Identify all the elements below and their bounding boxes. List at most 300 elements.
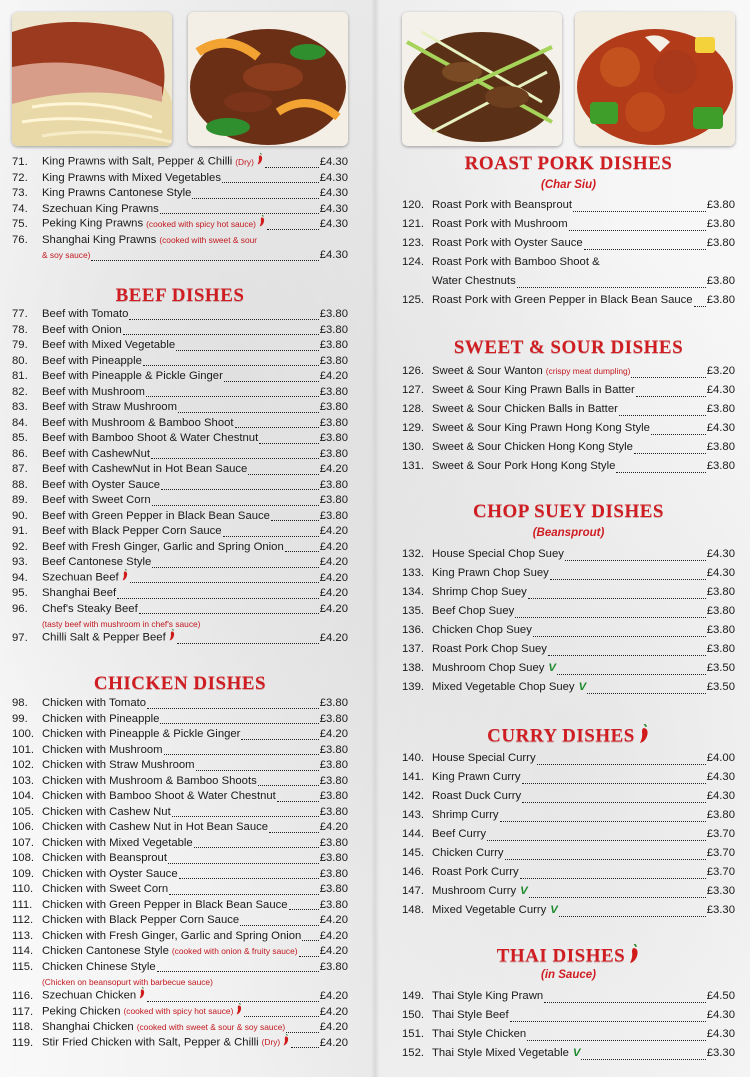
menu-item (12, 171, 348, 187)
leader-dots (565, 559, 706, 561)
item-number: 71. (12, 156, 28, 168)
item-price: £3.80 (706, 624, 735, 636)
leader-dots (694, 305, 706, 307)
item-note: (cooked with spicy hot sauce) (146, 218, 256, 229)
item-number: 125. (402, 294, 424, 306)
item-number: 81. (12, 370, 28, 382)
leader-dots (559, 915, 706, 917)
item-name: King Prawns Cantonese Style (42, 187, 192, 199)
item-price: £4.30 (319, 202, 348, 215)
item-description: (tasty beef with mushroom in chef's sauce) (42, 619, 201, 629)
item-price: £3.80 (706, 586, 735, 598)
item-name: Chicken with Beansprout (42, 852, 167, 864)
item-number: 80. (12, 354, 28, 367)
leader-dots (529, 896, 706, 898)
item-name: Chicken with Oyster Sauce (42, 867, 178, 880)
item-name: Beef with Bamboo Shoot & Water Chestnut (42, 432, 259, 444)
item-number: 84. (12, 416, 28, 429)
menu-item (12, 712, 348, 728)
menu-item (12, 789, 348, 805)
item-number: 100. (12, 728, 34, 740)
item-number: 110. (12, 883, 34, 895)
item-number: 138. (402, 662, 424, 674)
menu-item (12, 602, 348, 618)
item-name: Thai Style King Prawn (432, 990, 544, 1002)
item-price: £4.20 (319, 1021, 348, 1033)
leader-dots (299, 955, 319, 957)
menu-item (402, 564, 735, 583)
menu-item (402, 253, 735, 272)
item-name: Chicken with Tomato (42, 697, 147, 709)
leader-dots (258, 784, 319, 786)
leader-dots (587, 692, 706, 694)
item-price: £4.20 (319, 929, 348, 942)
item-continuation (12, 248, 90, 264)
leader-dots (527, 1039, 706, 1041)
menu-item (402, 882, 735, 901)
leader-dots (169, 893, 319, 895)
menu-item (12, 898, 348, 914)
menu-item (402, 602, 735, 621)
leader-dots (500, 820, 706, 822)
leader-dots (291, 1046, 319, 1048)
thai-list (402, 987, 735, 1063)
leader-dots (117, 597, 319, 599)
item-price: £3.80 (319, 898, 348, 911)
leader-dots (265, 166, 319, 168)
item-price: £4.30 (319, 156, 348, 168)
menu-item (12, 913, 348, 929)
item-name: Peking Chicken (cooked with spicy hot sauce) (42, 1003, 243, 1021)
item-number: 74. (12, 202, 28, 215)
menu-item (12, 571, 348, 587)
leader-dots (522, 801, 706, 803)
roast-duck-photo (12, 12, 172, 146)
item-price: £3.80 (319, 354, 348, 367)
menu-item (12, 743, 348, 759)
item-number: 148. (402, 904, 424, 916)
item-price: £3.80 (706, 403, 735, 415)
leader-dots (259, 442, 319, 444)
chili-icon (121, 569, 129, 587)
item-name: Chicken with Cashew Nut in Hot Bean Sauce (42, 821, 269, 833)
thai-heading (402, 944, 735, 970)
item-number: 117. (12, 1005, 34, 1018)
item-price: £4.20 (319, 990, 348, 1002)
item-number: 72. (12, 171, 28, 184)
item-description: (Chicken on beansopurt with barbecue sauce) (42, 977, 213, 987)
item-number: 107. (12, 836, 34, 849)
item-price: £3.80 (319, 494, 348, 506)
item-price: £4.30 (319, 249, 348, 261)
item-price: £3.80 (319, 759, 348, 771)
leader-dots (143, 364, 319, 366)
item-name: House Special Curry (432, 752, 536, 764)
sweet-sour-heading: SWEET & SOUR DISHES (453, 337, 684, 358)
leader-dots (533, 635, 706, 637)
item-price: £4.20 (319, 587, 348, 599)
leader-dots (157, 970, 319, 972)
menu-item (402, 787, 735, 806)
menu-item (12, 323, 348, 339)
item-name: Thai Style Mixed Vegetable V (432, 1047, 581, 1059)
item-number: 143. (402, 809, 424, 821)
item-price: £4.30 (319, 171, 348, 184)
leader-dots (222, 181, 319, 183)
menu-item (12, 882, 348, 898)
item-name: Chicken with Cashew Nut (42, 805, 171, 818)
menu-item (402, 825, 735, 844)
chili-icon (256, 153, 264, 171)
item-price: £4.30 (706, 1009, 735, 1021)
item-number: 93. (12, 556, 28, 568)
item-name: Beef with Tomato (42, 308, 129, 320)
menu-item (12, 960, 348, 976)
item-price: £4.20 (319, 370, 348, 382)
item-number: 90. (12, 509, 28, 522)
item-number: 116. (12, 990, 34, 1002)
menu-item (12, 1005, 348, 1021)
menu-item-continued (402, 272, 735, 291)
item-name: King Prawns with Salt, Pepper & Chilli (Dry) (42, 153, 264, 171)
menu-item (402, 768, 735, 787)
item-number: 73. (12, 187, 28, 199)
item-name: Shanghai Chicken (cooked with sweet & sour & soy sauce) (42, 1021, 286, 1033)
leader-dots (123, 333, 319, 335)
item-price: £3.80 (706, 275, 735, 287)
curry-heading-text: CURRY DISHES (487, 725, 635, 747)
menu-item (12, 354, 348, 370)
item-name: Beef with Onion (42, 323, 122, 336)
item-number: 76. (12, 233, 28, 246)
menu-item (402, 621, 735, 640)
thai-subtitle: (in Sauce) (541, 969, 596, 981)
chili-icon (282, 1034, 290, 1052)
item-price: £4.30 (706, 422, 735, 434)
sweet-sour-chicken-photo (575, 12, 735, 146)
item-name: Beef Curry (432, 828, 486, 840)
leader-dots (487, 839, 706, 841)
leader-dots (528, 597, 706, 599)
item-price: £3.70 (706, 847, 735, 859)
beef-dishes-heading: BEEF DISHES (115, 285, 245, 306)
item-price: £3.80 (706, 218, 735, 230)
item-price: £3.70 (706, 828, 735, 840)
leader-dots (194, 846, 319, 848)
item-name: House Special Chop Suey (432, 548, 564, 560)
item-name: Beef with Fresh Ginger, Garlic and Spring Onion (42, 540, 284, 553)
leader-dots (285, 550, 319, 552)
item-number: 146. (402, 866, 424, 878)
leader-dots (267, 228, 319, 230)
item-price: £4.50 (706, 990, 735, 1002)
item-price: £3.80 (319, 308, 348, 320)
item-name: Beef with Sweet Corn (42, 494, 151, 506)
item-price: £3.80 (319, 805, 348, 818)
chili-icon (235, 1003, 243, 1021)
leader-dots (248, 473, 318, 475)
leader-dots (160, 722, 318, 724)
menu-item (12, 929, 348, 945)
menu-item (402, 234, 735, 253)
item-name: Roast Pork with Green Pepper in Black Bean Sauce (432, 294, 693, 306)
menu-item (12, 805, 348, 821)
leader-dots (544, 1001, 706, 1003)
item-name: Chicken Chop Suey (432, 624, 532, 636)
item-name: Szechuan King Prawns (42, 202, 159, 215)
leader-dots (619, 414, 706, 416)
leader-dots (616, 471, 705, 473)
item-name: Roast Pork Curry (432, 866, 519, 878)
leader-dots (146, 395, 319, 397)
leader-dots (172, 815, 319, 817)
menu-item (402, 400, 735, 419)
item-price: £3.80 (319, 790, 348, 802)
leader-dots (160, 212, 319, 214)
item-name: Chicken with Bamboo Shoot & Water Chestnut (42, 790, 276, 802)
item-name: Szechuan Chicken (42, 987, 146, 1005)
menu-item (402, 457, 735, 476)
item-number: 139. (402, 681, 424, 693)
leader-dots (151, 457, 319, 459)
menu-item (12, 1036, 348, 1052)
leader-dots (277, 800, 319, 802)
item-number: 82. (12, 385, 28, 398)
item-number: 124. (402, 256, 424, 268)
chop-suey-subtitle: (Beansprout) (532, 527, 605, 539)
item-name: Chicken with Mixed Vegetable (42, 836, 193, 849)
chicken-list (12, 696, 348, 1051)
item-number: 96. (12, 602, 28, 615)
item-name: Beef with Mixed Vegetable (42, 339, 176, 351)
item-name: Chicken with Green Pepper in Black Bean Sauce (42, 898, 288, 911)
item-number: 89. (12, 494, 28, 506)
item-name: Sweet & Sour Chicken Balls in Batter (432, 403, 618, 415)
item-price: £3.30 (706, 885, 735, 897)
menu-item (402, 196, 735, 215)
item-price: £3.80 (319, 401, 348, 413)
item-number: 92. (12, 540, 28, 553)
leader-dots (634, 452, 706, 454)
item-price: £4.20 (319, 632, 348, 644)
leader-dots (91, 259, 318, 261)
item-number: 131. (402, 460, 424, 472)
menu-item (12, 307, 348, 323)
leader-dots (537, 763, 706, 765)
item-number: 109. (12, 867, 34, 880)
item-name: Chicken with Straw Mushroom (42, 759, 195, 771)
item-number: 128. (402, 403, 424, 415)
item-number: 91. (12, 525, 28, 537)
item-number: 111. (12, 898, 33, 911)
item-price: £4.20 (319, 821, 348, 833)
menu-item (12, 540, 348, 556)
item-name: Chicken Curry (432, 847, 504, 859)
item-price: £3.80 (319, 867, 348, 880)
leader-dots (522, 782, 706, 784)
item-name: Chicken with Black Pepper Corn Sauce (42, 914, 240, 926)
item-number: 95. (12, 587, 28, 599)
item-number: 130. (402, 441, 424, 453)
item-price: £4.30 (706, 548, 735, 560)
item-number: 152. (402, 1047, 424, 1059)
menu-item (402, 640, 735, 659)
sweet-sour-list (402, 362, 735, 476)
leader-dots (164, 753, 319, 755)
leader-dots (179, 877, 319, 879)
leader-dots (286, 1031, 319, 1033)
item-note: (Dry) (261, 1037, 281, 1048)
item-number: 136. (402, 624, 424, 636)
leader-dots (289, 908, 319, 910)
chili-icon (638, 724, 650, 750)
item-price: £4.30 (706, 790, 735, 802)
item-price: £4.20 (319, 914, 348, 926)
item-price: £4.30 (706, 384, 735, 396)
item-number: 129. (402, 422, 424, 434)
item-number: 134. (402, 586, 424, 598)
item-note: & soy sauce) (42, 250, 91, 260)
item-name: Roast Pork Chop Suey (432, 643, 547, 655)
item-note: (cooked with sweet & sour (159, 234, 258, 245)
leader-dots (505, 858, 706, 860)
roast-pork-heading: ROAST PORK DISHES (464, 153, 673, 174)
item-number: 79. (12, 339, 28, 351)
item-number: 121. (402, 218, 424, 230)
item-name: Sweet & Sour Wanton (crispy meat dumpling) (432, 365, 631, 377)
item-name: Beef with Straw Mushroom (42, 401, 177, 413)
leader-dots (196, 769, 319, 771)
menu-item (402, 583, 735, 602)
item-price: £3.80 (319, 712, 348, 725)
item-number: 132. (402, 548, 424, 560)
menu-item (12, 944, 348, 960)
leader-dots (244, 1015, 318, 1017)
menu-item (402, 1025, 735, 1044)
leader-dots (241, 738, 318, 740)
item-number: 83. (12, 401, 28, 413)
item-price: £3.50 (706, 681, 735, 693)
item-name: Stir Fried Chicken with Salt, Pepper & Chilli (Dry) (42, 1034, 290, 1052)
item-price: £4.20 (319, 540, 348, 553)
leader-dots (139, 612, 319, 614)
item-number: 115. (12, 960, 34, 973)
item-number: 142. (402, 790, 424, 802)
item-number: 99. (12, 712, 28, 725)
menu-item (12, 400, 348, 416)
item-price: £4.00 (706, 752, 735, 764)
menu-item (12, 631, 348, 647)
item-price: £4.30 (706, 567, 735, 579)
item-name: Chicken with Fresh Ginger, Garlic and Spring Onion (42, 929, 302, 942)
menu-item (12, 524, 348, 540)
item-price: £3.20 (706, 365, 735, 377)
item-name: King Prawns with Mixed Vegetables (42, 171, 221, 184)
item-price: £3.80 (319, 323, 348, 336)
item-number: 98. (12, 697, 28, 709)
item-price: £3.30 (706, 1047, 735, 1059)
item-price: £3.50 (706, 662, 735, 674)
item-name: Mushroom Curry V (432, 885, 528, 897)
item-number: 77. (12, 308, 28, 320)
item-name: King Prawn Curry (432, 771, 521, 783)
item-number: 86. (12, 447, 28, 460)
item-number: 140. (402, 752, 424, 764)
item-price: £3.80 (319, 416, 348, 429)
chop-suey-list (402, 545, 735, 697)
item-note: (cooked with sweet & sour & soy sauce) (136, 1022, 286, 1032)
item-name: Chicken with Mushroom (42, 743, 163, 756)
item-name: Chicken with Sweet Corn (42, 883, 169, 895)
item-number: 126. (402, 365, 424, 377)
leader-dots (240, 924, 319, 926)
item-price: £3.30 (706, 904, 735, 916)
roast-pork-list (402, 196, 735, 310)
item-number: 118. (12, 1021, 34, 1033)
item-number: 105. (12, 805, 34, 818)
menu-item (12, 851, 348, 867)
leader-dots (271, 519, 319, 521)
menu-item (12, 758, 348, 774)
menu-item (12, 586, 348, 602)
menu-item (12, 155, 348, 171)
menu-item (12, 509, 348, 525)
item-name: Mushroom Chop Suey V (432, 662, 556, 674)
curry-list (402, 749, 735, 920)
item-name: Chicken with Mushroom & Bamboo Shoots (42, 774, 257, 787)
chili-icon (258, 215, 266, 233)
item-number: 120. (402, 199, 424, 211)
item-name: Chef's Steaky Beef (42, 602, 138, 615)
menu-item (402, 545, 735, 564)
item-name: Mixed Vegetable Curry V (432, 904, 558, 916)
item-name: Thai Style Chicken (432, 1028, 527, 1040)
menu-item (402, 749, 735, 768)
menu-item (12, 186, 348, 202)
item-name: Chilli Salt & Pepper Beef (42, 629, 176, 647)
item-name: Peking King Prawns (cooked with spicy hot sauce) (42, 215, 266, 233)
item-number: 85. (12, 432, 28, 444)
item-number: 127. (402, 384, 424, 396)
leader-dots (636, 395, 706, 397)
item-name: Roast Pork with Oyster Sauce (432, 237, 583, 249)
item-number: 94. (12, 571, 28, 584)
item-name: Beef with CashewNut (42, 447, 150, 460)
item-number: 150. (402, 1009, 424, 1021)
item-name: Shrimp Curry (432, 809, 499, 821)
item-price: £4.20 (319, 525, 348, 537)
leader-dots (269, 831, 319, 833)
vegetarian-badge: V (548, 662, 556, 674)
leader-dots (129, 318, 318, 320)
menu-item (12, 820, 348, 836)
menu-item (402, 1044, 735, 1063)
leader-dots (147, 1000, 319, 1002)
item-name: Chicken Cantonese Style (cooked with onion & fruity sauce) (42, 945, 298, 957)
item-number: 101. (12, 743, 34, 756)
leader-dots (557, 673, 706, 675)
item-name: Beef with Green Pepper in Black Bean Sauce (42, 509, 270, 522)
menu-item (12, 493, 348, 509)
menu-item (12, 369, 348, 385)
menu-item (12, 217, 348, 233)
item-name: Chicken with Pineapple & Pickle Ginger (42, 728, 241, 740)
leader-dots (651, 433, 706, 435)
leader-dots (581, 1058, 705, 1060)
beef-spring-onion-photo (402, 12, 562, 146)
leader-dots (168, 862, 319, 864)
leader-dots (147, 707, 319, 709)
